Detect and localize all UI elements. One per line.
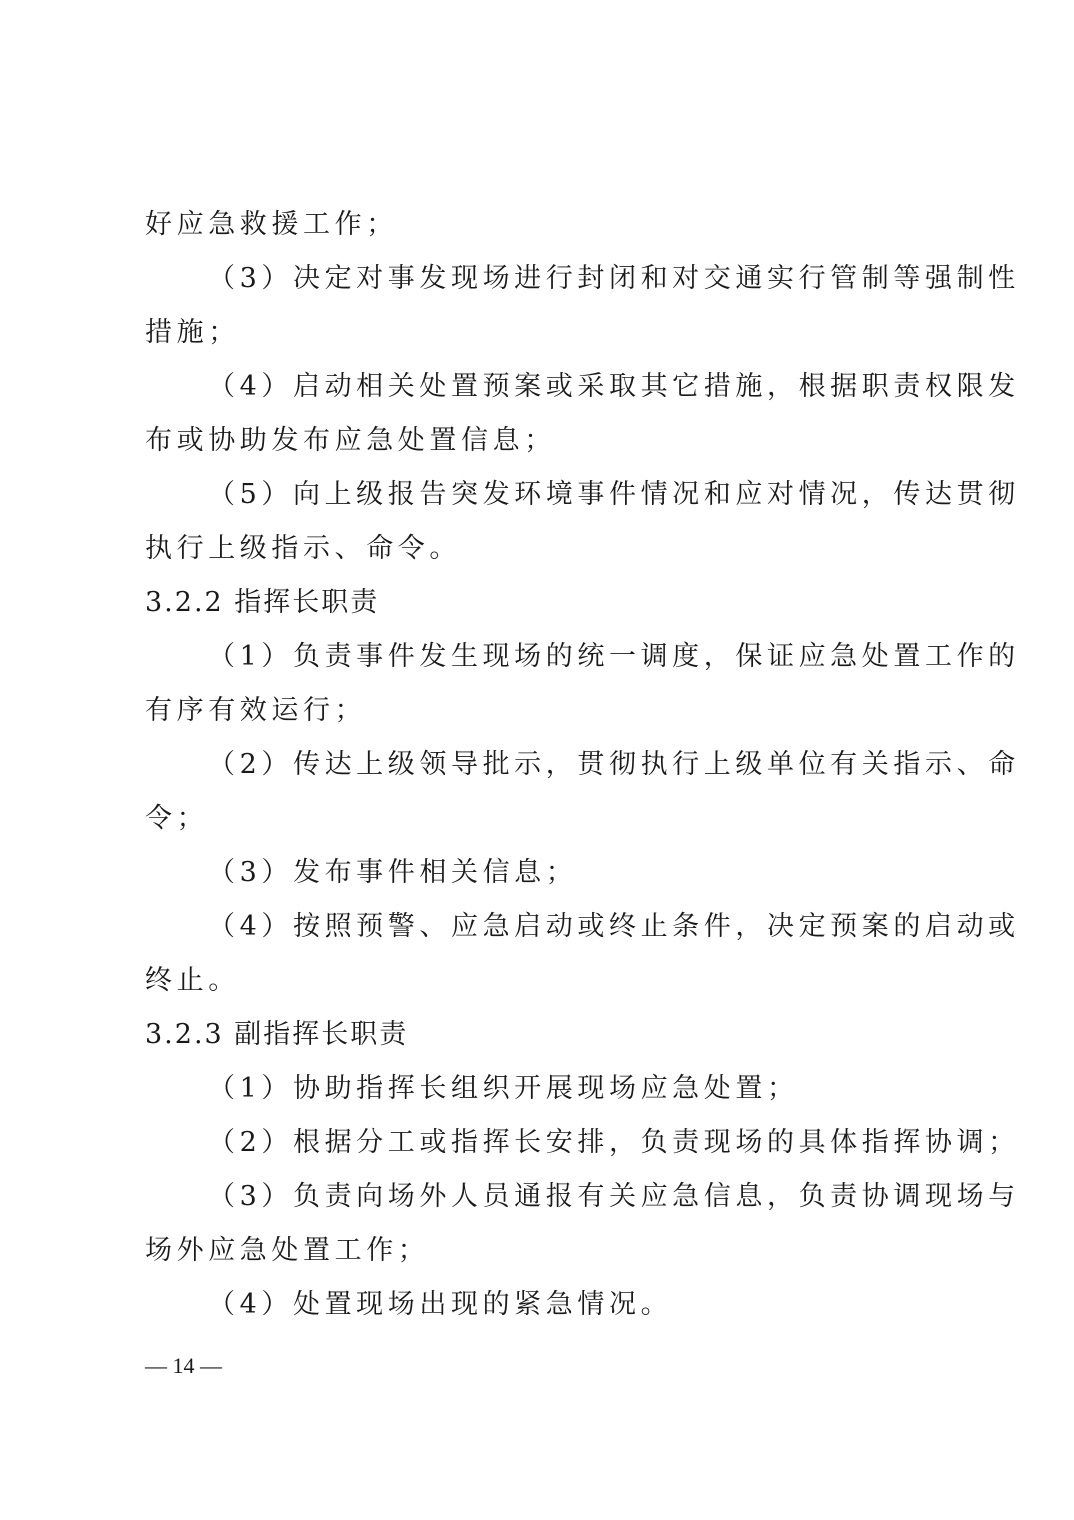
text-line: （2）传达上级领导批示，贯彻执行上级单位有关指示、命 — [208, 749, 1020, 780]
text-line: （5）向上级报告突发环境事件情况和应对情况，传达贯彻 — [208, 479, 1020, 510]
section-heading: 3.2.3 副指挥长职责 — [145, 1019, 409, 1050]
text-line: 措施； — [145, 317, 240, 348]
text-line: （3）负责向场外人员通报有关应急信息，负责协调现场与 — [208, 1181, 1020, 1212]
text-line: （4）处置现场出现的紧急情况。 — [208, 1289, 673, 1320]
text-line: 有序有效运行； — [145, 695, 367, 726]
text-line: 场外应急处置工作； — [145, 1235, 430, 1266]
page-number: — 14 — — [145, 1353, 222, 1378]
text-line: 终止。 — [145, 965, 240, 996]
text-line: （4）按照预警、应急启动或终止条件，决定预案的启动或 — [208, 911, 1020, 942]
text-line: （3）发布事件相关信息； — [208, 857, 578, 888]
text-line: 令； — [145, 803, 209, 834]
text-line: 布或协助发布应急处置信息； — [145, 425, 556, 456]
text-line: 执行上级指示、命令。 — [145, 533, 461, 564]
text-line: （3）决定对事发现场进行封闭和对交通实行管制等强制性 — [208, 263, 1020, 294]
text-line: （2）根据分工或指挥长安排，负责现场的具体指挥协调； — [208, 1127, 1020, 1158]
text-line: （4）启动相关处置预案或采取其它措施，根据职责权限发 — [208, 371, 1020, 402]
text-line: 好应急救援工作； — [145, 209, 398, 240]
section-heading: 3.2.2 指挥长职责 — [145, 587, 380, 618]
text-line: （1）协助指挥长组织开展现场应急处置； — [208, 1073, 799, 1104]
text-line: （1）负责事件发生现场的统一调度，保证应急处置工作的 — [208, 641, 1020, 672]
